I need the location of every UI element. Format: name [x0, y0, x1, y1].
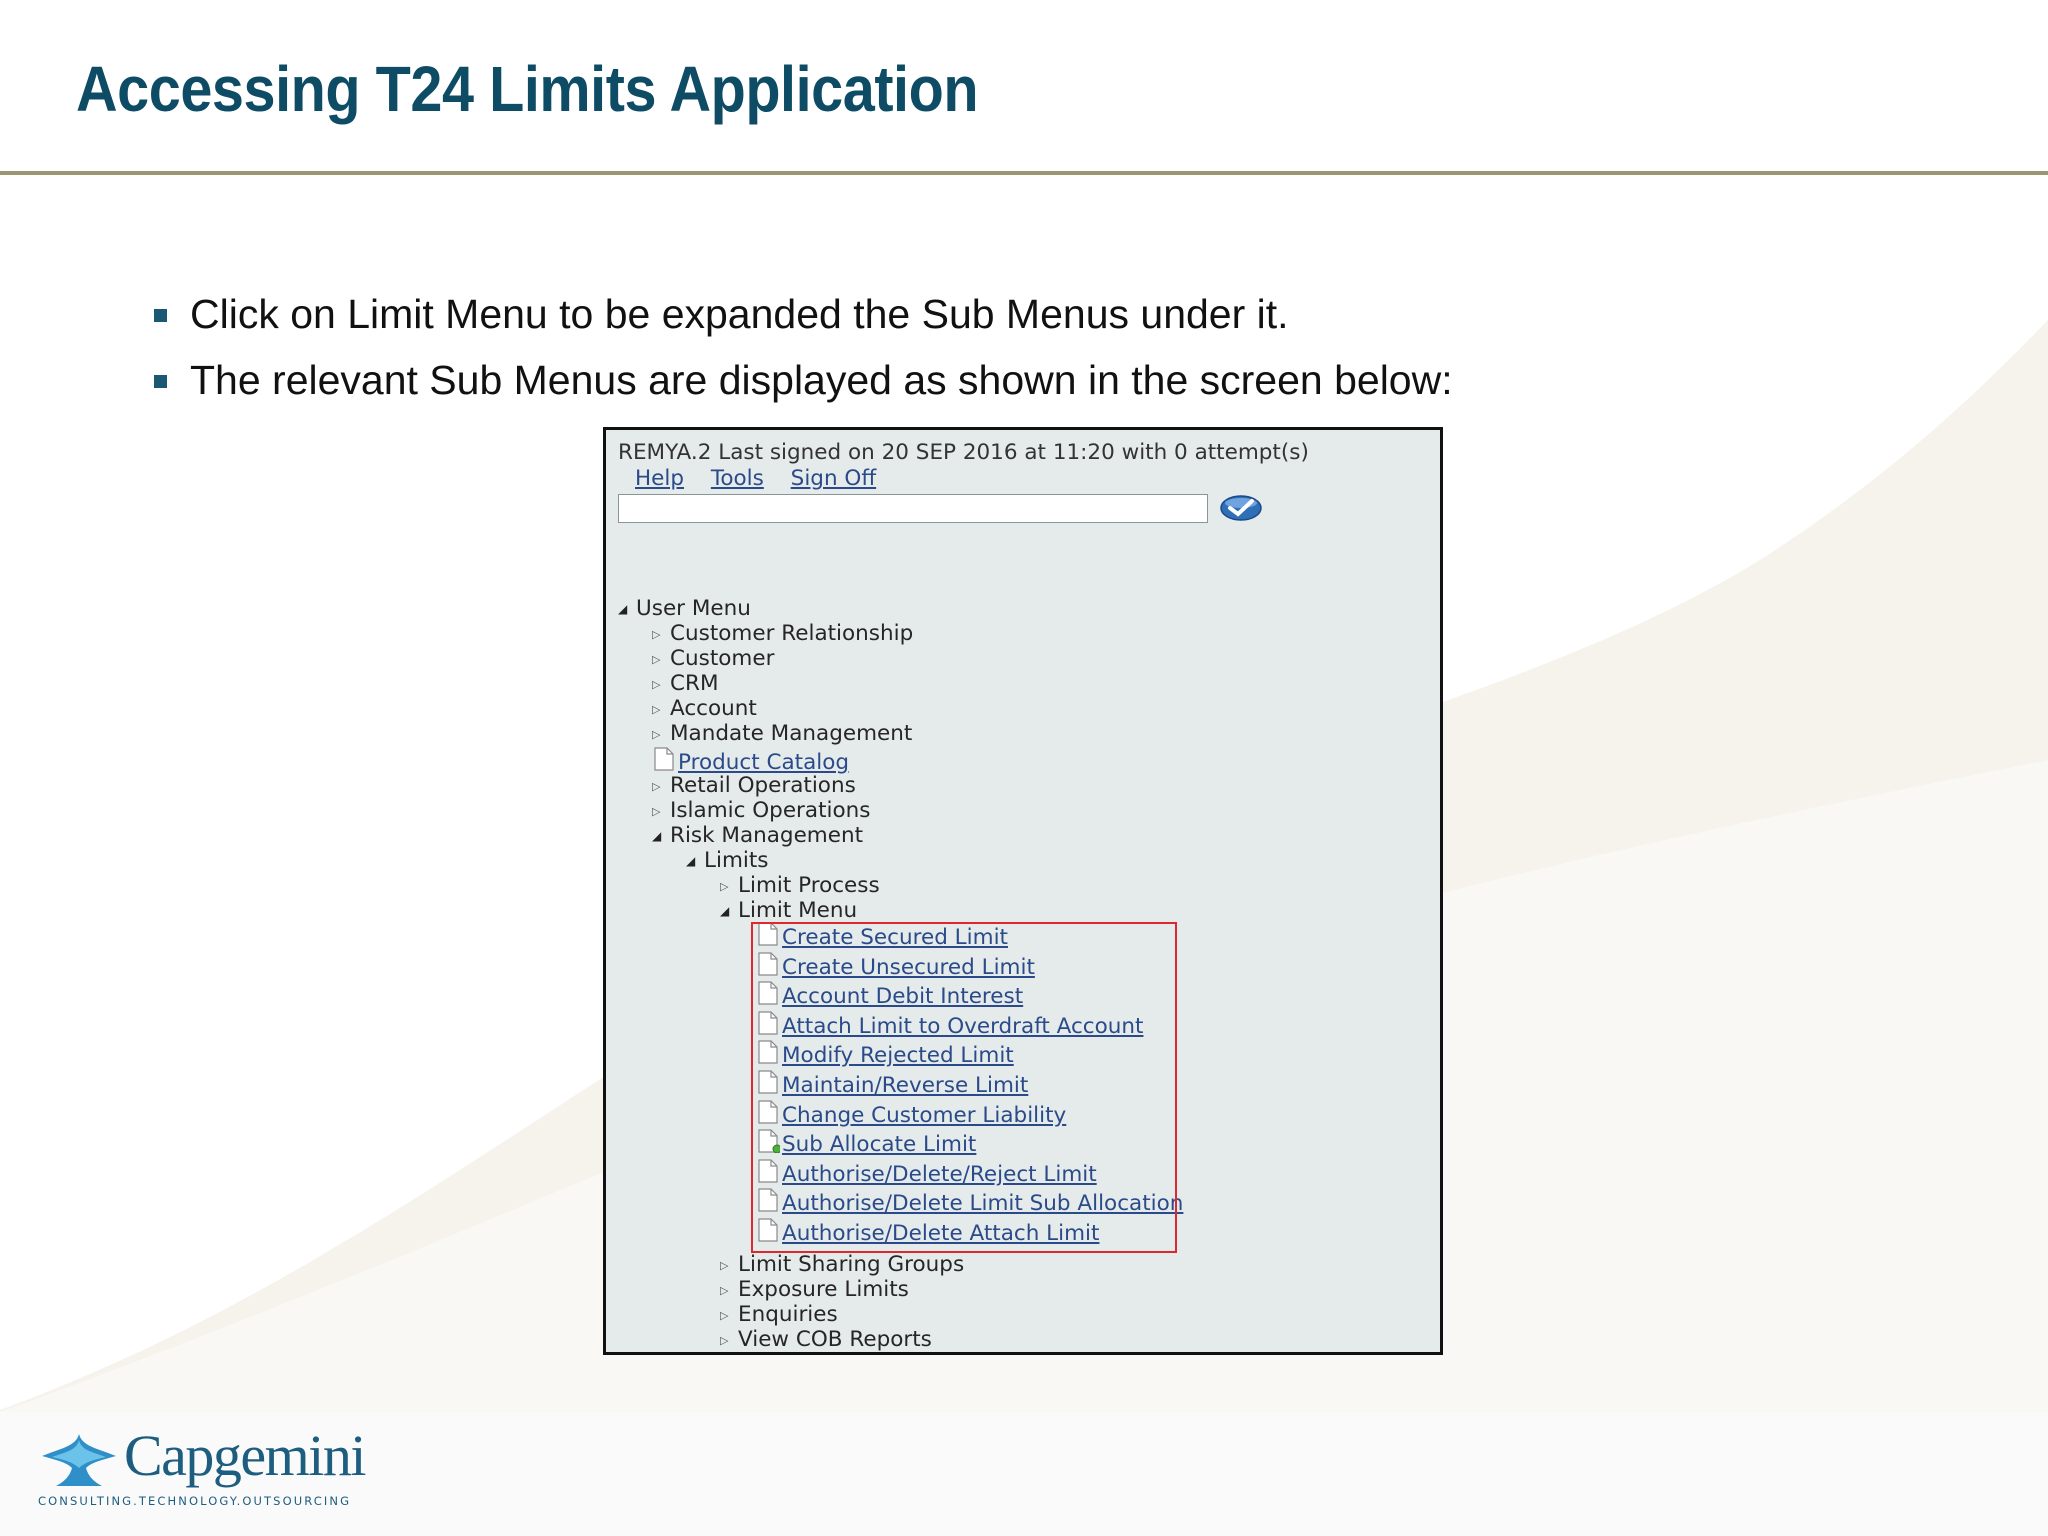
collapse-arrow-icon: ◢: [652, 828, 662, 843]
product-catalog-link[interactable]: Product Catalog: [678, 750, 850, 775]
tree-node-crm[interactable]: [652, 671, 719, 696]
tree-node-mandate-management[interactable]: [652, 721, 912, 746]
bullet-item: [156, 286, 1453, 352]
node-label: Risk Management: [670, 823, 864, 848]
expand-arrow-icon: ▷: [720, 1333, 729, 1347]
t24-screenshot: [603, 427, 1443, 1355]
node-label: CRM: [670, 671, 719, 696]
document-icon: [652, 747, 676, 771]
node-label: Enquiries: [738, 1302, 838, 1327]
logo-wordmark: Capgemini: [124, 1423, 366, 1488]
collapse-arrow-icon: ◢: [618, 601, 628, 616]
tree-node-view-cob-reports[interactable]: [720, 1327, 932, 1352]
limit-menu-item-link[interactable]: Change Customer Liability: [782, 1103, 1067, 1128]
limit-menu-item-link[interactable]: Create Secured Limit: [782, 925, 1008, 950]
help-link[interactable]: Help: [635, 466, 685, 491]
limit-menu-item-link[interactable]: Authorise/Delete/Reject Limit: [782, 1162, 1097, 1187]
signon-info: REMYA.2 Last signed on 20 SEP 2016 at 11:20 with 0 attempt(s): [618, 440, 1309, 465]
tree-node-exposure-limits[interactable]: [720, 1277, 909, 1302]
node-label: Limits: [704, 848, 769, 873]
tree-node-user-menu[interactable]: [618, 596, 751, 621]
limit-menu-item-link[interactable]: Authorise/Delete Attach Limit: [782, 1221, 1100, 1246]
node-label: Limit Sharing Groups: [738, 1252, 965, 1277]
limit-menu-item-link[interactable]: Authorise/Delete Limit Sub Allocation: [782, 1191, 1184, 1216]
expand-arrow-icon: ▷: [720, 1258, 729, 1272]
node-label: User Menu: [636, 596, 751, 621]
expand-arrow-icon: ▷: [720, 879, 729, 893]
expand-arrow-icon: ▷: [652, 652, 661, 666]
tools-link[interactable]: Tools: [710, 466, 764, 491]
sign-off-link[interactable]: Sign Off: [790, 466, 877, 491]
collapse-arrow-icon: ◢: [686, 853, 696, 868]
limit-menu-item-link[interactable]: Sub Allocate Limit: [782, 1132, 977, 1157]
node-label: Limit Process: [738, 873, 880, 898]
bullet-text: Click on Limit Menu to be expanded the Sub Menus under it.: [190, 291, 1289, 337]
limit-menu-item-link[interactable]: Attach Limit to Overdraft Account: [782, 1014, 1144, 1039]
node-label: Islamic Operations: [670, 798, 871, 823]
limit-menu-item-link[interactable]: Maintain/Reverse Limit: [782, 1073, 1029, 1098]
collapse-arrow-icon: ◢: [720, 903, 730, 918]
node-label: Limit Menu: [738, 898, 858, 923]
logo-tagline: CONSULTING.TECHNOLOGY.OUTSOURCING: [38, 1494, 352, 1508]
node-label: Exposure Limits: [738, 1277, 909, 1302]
highlight-box: [751, 922, 1177, 1253]
tree-node-limits[interactable]: [686, 848, 769, 873]
tree-node-risk-management[interactable]: [652, 823, 863, 848]
tree-node-customer[interactable]: [652, 646, 774, 671]
bullet-square-icon: [154, 375, 167, 388]
expand-arrow-icon: ▷: [720, 1308, 729, 1322]
expand-arrow-icon: ▷: [652, 727, 661, 741]
spade-logo-icon: [36, 1432, 122, 1488]
tree-node-enquiries[interactable]: [720, 1302, 838, 1327]
bullet-item: [156, 352, 1453, 418]
expand-arrow-icon: ▷: [652, 677, 661, 691]
menu-tree: [606, 430, 1440, 1352]
node-label: Account: [670, 696, 757, 721]
expand-arrow-icon: ▷: [720, 1283, 729, 1297]
bullet-square-icon: [154, 309, 167, 322]
node-label: Mandate Management: [670, 721, 913, 746]
node-label: Customer Relationship: [670, 621, 914, 646]
tree-node-limit-menu[interactable]: [720, 898, 857, 923]
expand-arrow-icon: ▷: [652, 804, 661, 818]
node-label: View COB Reports: [738, 1327, 932, 1352]
node-label: Retail Operations: [670, 773, 856, 798]
tree-node-limit-process[interactable]: [720, 873, 880, 898]
limit-menu-item-link[interactable]: Create Unsecured Limit: [782, 955, 1035, 980]
limit-menu-item-link[interactable]: Modify Rejected Limit: [782, 1043, 1014, 1068]
slide-title: Accessing T24 Limits Application: [76, 53, 979, 125]
tree-node-limit-sharing-groups[interactable]: [720, 1252, 964, 1277]
expand-arrow-icon: ▷: [652, 779, 661, 793]
tree-node-retail-operations[interactable]: [652, 773, 856, 798]
expand-arrow-icon: ▷: [652, 702, 661, 716]
node-label: Customer: [670, 646, 775, 671]
title-divider: [0, 171, 2048, 175]
bullet-text: The relevant Sub Menus are displayed as shown in the screen below:: [190, 357, 1453, 403]
bullet-list: [156, 286, 1453, 418]
tree-node-product-catalog[interactable]: [652, 750, 849, 775]
expand-arrow-icon: ▷: [652, 627, 661, 641]
tree-node-account[interactable]: [652, 696, 757, 721]
tree-node-islamic-operations[interactable]: [652, 798, 870, 823]
limit-menu-item-link[interactable]: Account Debit Interest: [782, 984, 1024, 1009]
tree-node-customer-relationship[interactable]: [652, 621, 913, 646]
